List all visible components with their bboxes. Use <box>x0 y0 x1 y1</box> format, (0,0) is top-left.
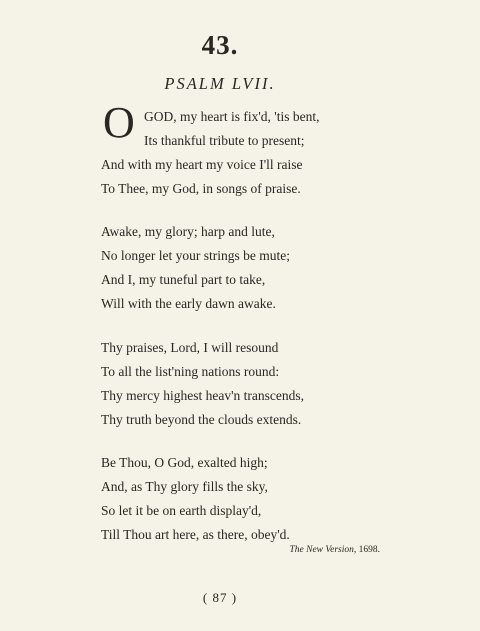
psalm-title: PSALM LVII. <box>164 74 276 93</box>
attribution-source: The New Version, <box>289 545 357 555</box>
verse-line: No longer let your strings be mute; <box>101 248 290 263</box>
verse-line: And with my heart my voice I'll raise <box>101 157 303 172</box>
dropcap-letter: O <box>103 98 135 147</box>
stanza-2 <box>101 220 361 316</box>
attribution-year: 1698. <box>358 545 380 555</box>
verse-line: Awake, my glory; harp and lute, <box>101 224 275 239</box>
stanza-1 <box>101 98 361 201</box>
verse-line: Be Thou, O God, exalted high; <box>101 455 268 470</box>
attribution <box>280 545 380 555</box>
stanza-3 <box>101 336 361 432</box>
hymn-number: 43. <box>201 30 239 60</box>
verse-line-text: GOD, my heart is fix'd, 'tis bent, <box>144 109 320 124</box>
page-number: ( 87 ) <box>202 590 238 605</box>
verse-line: Thy praises, Lord, I will resound <box>101 340 279 355</box>
verse-line: And, as Thy glory fills the sky, <box>101 479 268 494</box>
verse-line: Thy truth beyond the clouds extends. <box>101 412 302 427</box>
verse-line: Its thankful tribute to present; <box>144 133 305 148</box>
stanza-4 <box>101 451 361 547</box>
verse-line: Till Thou art here, as there, obey'd. <box>101 527 290 542</box>
verse-line: To all the list'ning nations round: <box>101 364 280 379</box>
verse-line: Will with the early dawn awake. <box>101 296 276 311</box>
verse-line: And I, my tuneful part to take, <box>101 272 266 287</box>
verse-line: To Thee, my God, in songs of praise. <box>101 181 301 196</box>
verse-line: So let it be on earth display'd, <box>101 503 262 518</box>
verse-line: Thy mercy highest heav'n transcends, <box>101 388 304 403</box>
